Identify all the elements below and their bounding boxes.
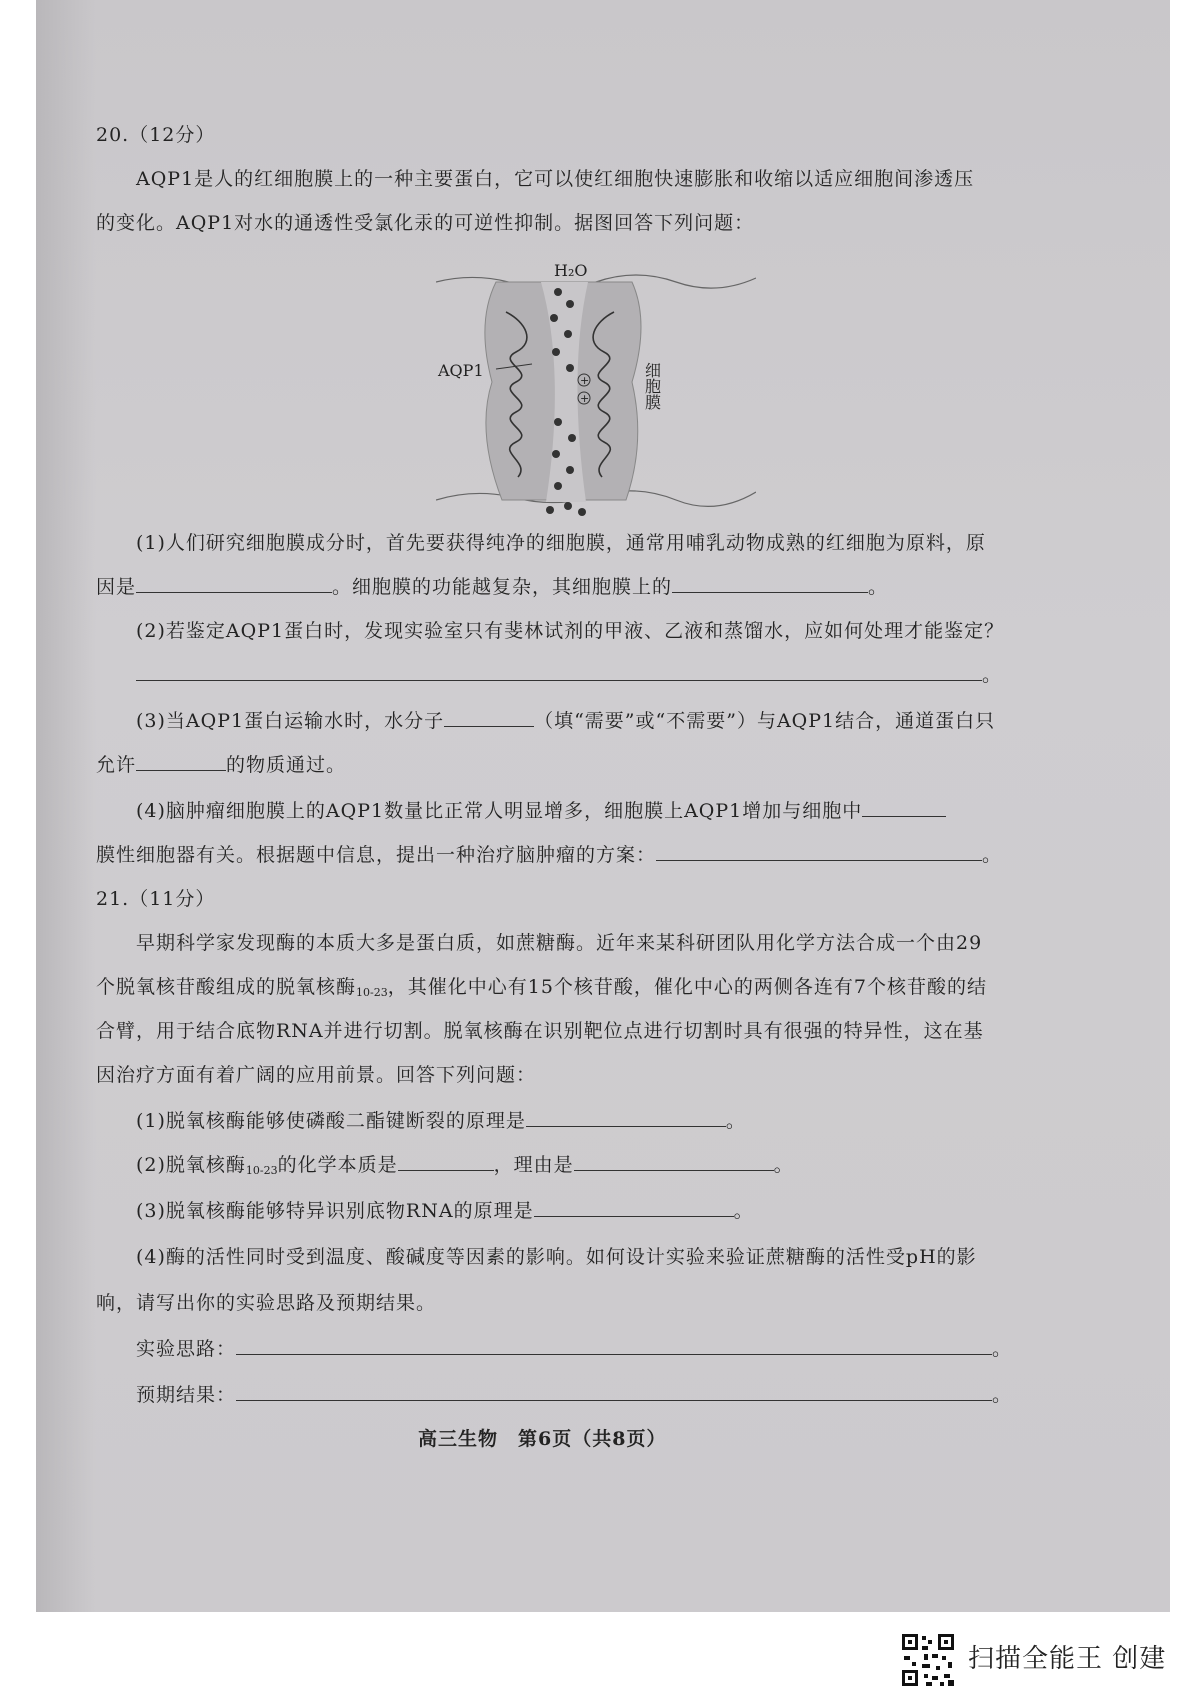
- membrane-label: 细胞膜: [642, 362, 662, 410]
- q21-p4-line2: 响，请写出你的实验思路及预期结果。: [96, 1292, 437, 1314]
- q20-p3-blank-2[interactable]: [136, 752, 226, 771]
- q21-intro-line4: 因治疗方面有着广阔的应用前景。回答下列问题：: [96, 1064, 537, 1086]
- q20-p3-line2: [96, 750, 346, 777]
- q21-intro-text-a: 个脱氧核苷酸组成的脱氧核酶: [96, 976, 357, 998]
- q21-p1: [136, 1106, 746, 1133]
- q21-intro-text-b: ，其催化中心有15个核苷酸，催化中心的两侧各连有7个核苷酸的结: [387, 976, 988, 998]
- q21-p1-period: 。: [725, 1110, 746, 1132]
- q20-p2-answer-line: [136, 660, 1002, 687]
- q21-p3-text: (3)脱氧核酶能够特异识别底物RNA的原理是: [136, 1200, 534, 1222]
- q20-p1-text-a: 因是: [96, 576, 137, 598]
- svg-text:+: +: [580, 392, 590, 405]
- q21-p4-line1: (4)酶的活性同时受到温度、酸碱度等因素的影响。如何设计实验来验证蔗糖酶的活性受pH的影: [136, 1246, 977, 1268]
- aqp1-diagram: [436, 262, 756, 542]
- q21-intro-line1: 早期科学家发现酶的本质大多是蛋白质，如蔗糖酶。近年来某科研团队用化学方法合成一个由29: [136, 932, 983, 954]
- q21-p1-text: (1)脱氧核酶能够使磷酸二酯键断裂的原理是: [136, 1110, 526, 1132]
- q20-intro-line2: 的变化。AQP1对水的通透性受氯化汞的可逆性抑制。据图回答下列问题：: [96, 212, 755, 234]
- q20-p3-text-d: 的物质通过。: [226, 754, 347, 776]
- q20-header: 20.（12分）: [96, 124, 216, 146]
- q20-p3-text-a: (3)当AQP1蛋白运输水时，水分子: [136, 710, 445, 732]
- q21-p3-blank[interactable]: [534, 1198, 734, 1217]
- q21-p3-period: 。: [733, 1200, 754, 1222]
- q20-p4-blank-2[interactable]: [656, 842, 982, 861]
- q21-p1-blank[interactable]: [526, 1108, 726, 1127]
- q21-result-line: [136, 1380, 1012, 1407]
- qr-code-icon: [900, 1632, 956, 1688]
- q21-p2-text-b: 的化学本质是: [277, 1154, 398, 1176]
- q21-p2-blank-2[interactable]: [574, 1152, 774, 1171]
- q20-p1-blank-1[interactable]: [136, 574, 332, 593]
- q20-p4-period: 。: [982, 844, 1003, 866]
- q21-p2-subscript: 10-23: [245, 1164, 278, 1177]
- q21-result-period: 。: [992, 1384, 1013, 1406]
- exam-paper: [36, 0, 1170, 1612]
- q20-p4-line1: [136, 796, 946, 823]
- q21-p2-text-c: ，理由是: [493, 1154, 574, 1176]
- svg-text:+: +: [580, 374, 590, 387]
- q20-p2-blank[interactable]: [136, 662, 982, 681]
- q21-p2-period: 。: [773, 1154, 794, 1176]
- q20-p3-line1: [136, 706, 995, 733]
- q21-result-label: 预期结果：: [136, 1384, 237, 1406]
- q20-p1-text-b: 。细胞膜的功能越复杂，其细胞膜上的: [332, 576, 673, 598]
- q21-p2: [136, 1150, 794, 1177]
- q21-idea-label: 实验思路：: [136, 1338, 237, 1360]
- q21-intro-subscript: 10-23: [356, 986, 388, 999]
- q20-p1-line2: [96, 572, 888, 599]
- aqp1-label: AQP1: [438, 361, 484, 380]
- q20-p2: (2)若鉴定AQP1蛋白时，发现实验室只有斐林试剂的甲液、乙液和蒸馏水，应如何处理才能鉴定？: [136, 620, 1005, 642]
- scanner-watermark: 扫描全能王 创建: [968, 1644, 1167, 1674]
- q20-p3-text-b: （填“需要”或“不需要”）与AQP1结合，通道蛋白只: [534, 710, 996, 732]
- q20-p1-period: 。: [868, 576, 889, 598]
- q21-idea-line: [136, 1334, 1012, 1361]
- q20-p1-line1: (1)人们研究细胞膜成分时，首先要获得纯净的细胞膜，通常用哺乳动物成熟的红细胞为原料，原: [136, 532, 986, 554]
- q20-p4-blank-1[interactable]: [862, 798, 946, 817]
- q21-intro-line2: [96, 972, 987, 999]
- q21-p2-text-a: (2)脱氧核酶: [136, 1154, 246, 1176]
- q20-p4-text-b: 膜性细胞器有关。根据题中信息，提出一种治疗脑肿瘤的方案：: [96, 844, 657, 866]
- page-footer: 高三生物 第6页（共8页）: [418, 1428, 667, 1450]
- water-label: H₂O: [554, 262, 588, 280]
- q21-idea-blank[interactable]: [236, 1336, 992, 1355]
- q21-intro-line3: 合臂，用于结合底物RNA并进行切割。脱氧核酶在识别靶位点进行切割时具有很强的特异性，这在基: [96, 1020, 984, 1042]
- q20-p1-blank-2[interactable]: [672, 574, 868, 593]
- q20-p4-text-a: (4)脑肿瘤细胞膜上的AQP1数量比正常人明显增多，细胞膜上AQP1增加与细胞中: [136, 800, 863, 822]
- q20-p4-line2: [96, 840, 1002, 867]
- q21-result-blank[interactable]: [236, 1382, 992, 1401]
- q21-p3: [136, 1196, 754, 1223]
- q20-p2-period: 。: [982, 664, 1003, 686]
- q21-idea-period: 。: [992, 1338, 1013, 1360]
- q20-p3-blank-1[interactable]: [444, 708, 534, 727]
- q20-intro-line1: AQP1是人的红细胞膜上的一种主要蛋白，它可以使红细胞快速膨胀和收缩以适应细胞间渗透压: [136, 168, 975, 190]
- q20-p3-text-c: 允许: [96, 754, 137, 776]
- q21-p2-blank-1[interactable]: [398, 1152, 494, 1171]
- q21-header: 21.（11分）: [96, 888, 216, 910]
